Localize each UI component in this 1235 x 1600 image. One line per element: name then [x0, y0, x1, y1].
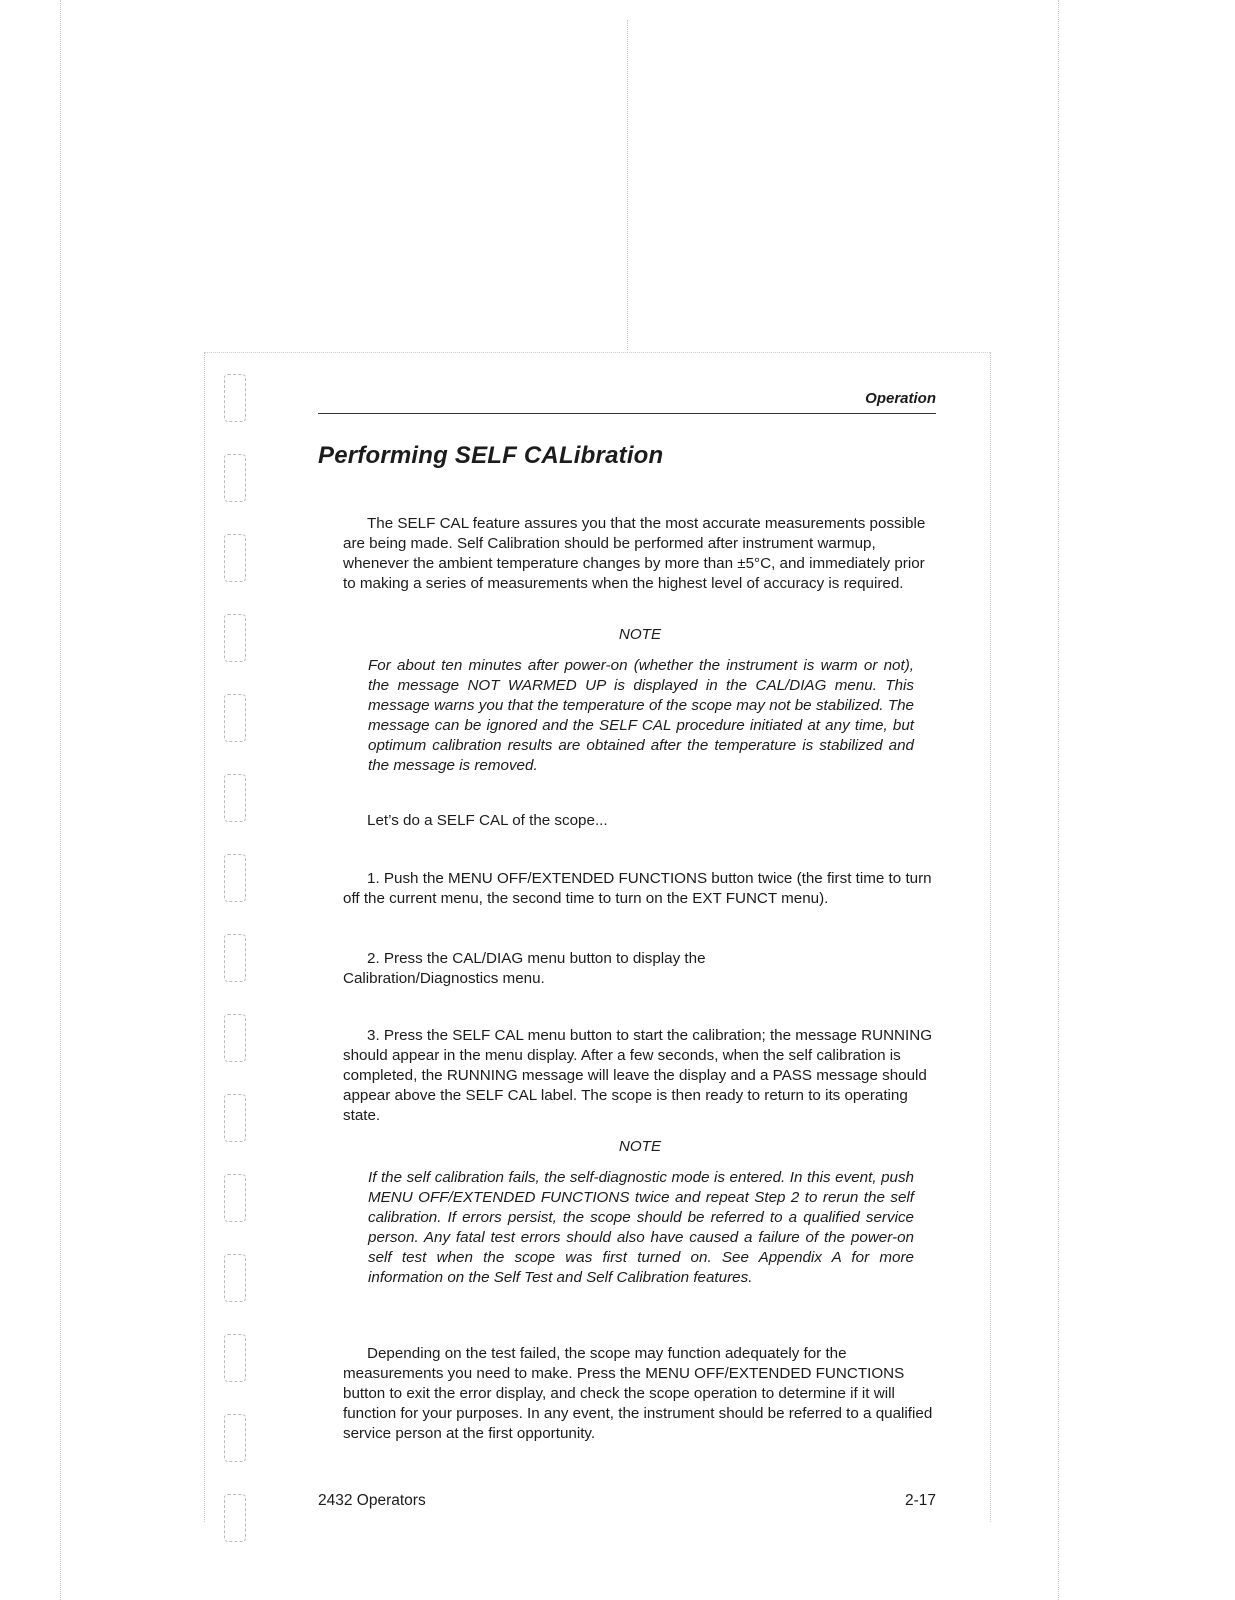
binder-hole [224, 1494, 246, 1542]
binder-hole [224, 1254, 246, 1302]
scan-edge-right [1058, 0, 1059, 1600]
step-2: 2. Press the CAL/DIAG menu button to display the Calibration/Diagnostics menu. [343, 950, 706, 987]
section-title: Performing SELF CALibration [318, 442, 664, 469]
binder-hole [224, 1094, 246, 1142]
closing-paragraph: Depending on the test failed, the scope may function adequately for the measurements you need to make. Press the MENU OFF/EXTENDED FUNCTIONS button to exit the error display, and check the scope operation to determine if it will function for your purposes. In any event, the instrument should be referred to a qualified service person at the first opportunity. [343, 1345, 933, 1442]
note-label: NOTE [618, 626, 662, 643]
binder-hole [224, 1414, 246, 1462]
binder-hole [224, 854, 246, 902]
note-text: For about ten minutes after power-on (whether the instrument is warm or not), the message NOT WARMED UP is displayed in the CAL/DIAG menu. This message warns you that the temperature of the scope may not be stabilized. The message can be ignored and the SELF CAL procedure initiated at any time, but optimum calibration results are obtained after the temperature is stabilized and the message is removed. [368, 657, 914, 774]
step-3: 3. Press the SELF CAL menu button to start the calibration; the message RUNNING should appear in the menu display. After a few seconds, when the self calibration is completed, the RUNNING message will leave the display and a PASS message should appear above the SELF CAL label. The scope is then ready to return to its operating state. [343, 1027, 933, 1124]
binder-hole [224, 774, 246, 822]
binder-hole [224, 1174, 246, 1222]
scan-edge-left [60, 0, 61, 1600]
binder-hole [224, 534, 246, 582]
running-header: Operation [865, 390, 936, 407]
page-left-edge [204, 352, 205, 1522]
note-label: NOTE [618, 1138, 662, 1155]
binder-hole [224, 614, 246, 662]
page-top-edge [204, 352, 990, 353]
note-text: If the self calibration fails, the self-diagnostic mode is entered. In this event, push MENU OFF/EXTENDED FUNCTIONS twice and repeat Step 2 to rerun the self calibration. If errors persist, the scope should be referred to a qualified service person. Any fatal test errors should also have caused a failure of the power-on self test when the scope was first turned on. See Appendix A for more information on the Self Test and Self Calibration features. [368, 1169, 914, 1286]
binder-hole [224, 1334, 246, 1382]
footer-page-number: 2-17 [904, 1492, 936, 1509]
page-right-edge [990, 352, 991, 1522]
header-rule [318, 413, 936, 414]
intro-paragraph: The SELF CAL feature assures you that the most accurate measurements possible are being made. Self Calibration should be performed after instrument warmup, whenever the ambient temperature changes by more than ±5°C, and immediately prior to making a series of measurements when the highest level of accuracy is required. [343, 515, 926, 592]
binder-hole [224, 454, 246, 502]
binder-hole [224, 934, 246, 982]
scan-edge-center [627, 20, 628, 350]
lead-in-paragraph: Let’s do a SELF CAL of the scope... [367, 812, 608, 829]
binder-hole [224, 374, 246, 422]
step-1: 1. Push the MENU OFF/EXTENDED FUNCTIONS button twice (the first time to turn off the current menu, the second time to turn on the EXT FUNCT menu). [343, 870, 932, 907]
binder-hole [224, 694, 246, 742]
footer-manual-title: 2432 Operators [318, 1492, 426, 1509]
binder-hole [224, 1014, 246, 1062]
